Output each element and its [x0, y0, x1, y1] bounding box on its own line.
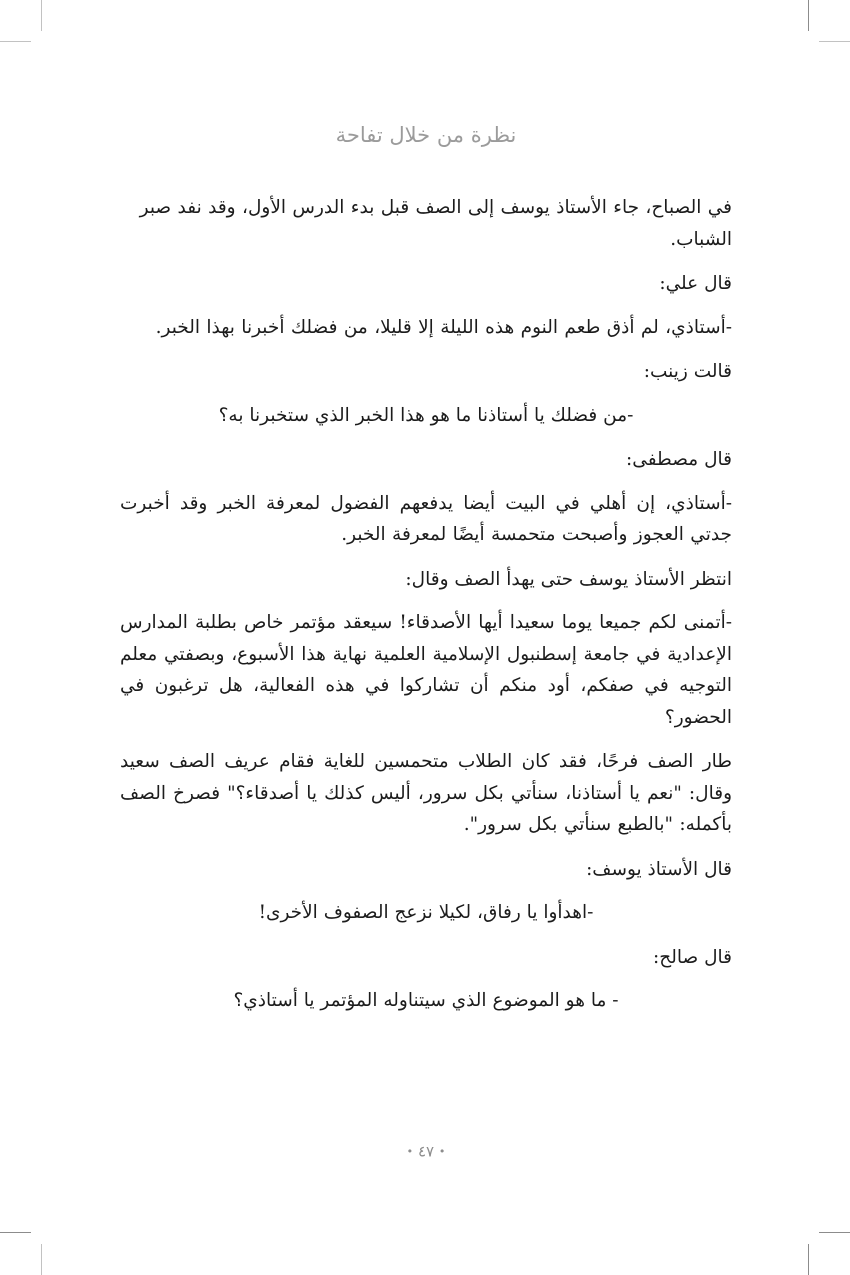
page-number: ٤٧ [417, 1142, 435, 1161]
dialogue-line: - ما هو الموضوع الذي سيتناوله المؤتمر يا أستاذي؟ [233, 990, 619, 1011]
crop-mark-bottom-left-vertical [41, 1244, 42, 1275]
speaker-line: قال مصطفى: [626, 449, 732, 470]
page-footer [120, 1142, 732, 1161]
chapter-title: نظرة من خلال تفاحة [335, 123, 517, 147]
speaker-line: قال الأستاذ يوسف: [586, 858, 732, 880]
paragraph: طار الصف فرحًا، فقد كان الطلاب متحمسين للغاية فقام عريف الصف سعيد وقال: "نعم يا أستاذنا، سنأتي بكل سرور، أليس كذلك يا أصدقاء؟" فصرخ الصف بأكمله: "بالطبع سنأتي بكل سرور". [120, 751, 732, 835]
dialogue-line: -أستاذي، لم أذق طعم النوم هذه الليلة إلا قليلا، من فضلك أخبرنا بهذا الخبر. [155, 316, 732, 338]
text-frame [120, 0, 732, 1275]
crop-mark-bottom-right-horizontal [819, 1232, 850, 1233]
crop-mark-top-left-vertical [41, 0, 42, 31]
crop-mark-top-left-horizontal [0, 41, 31, 42]
speaker-line: انتظر الأستاذ يوسف حتى يهدأ الصف وقال: [405, 568, 732, 590]
crop-mark-bottom-left-horizontal [0, 1232, 31, 1233]
crop-mark-top-right-horizontal [819, 41, 850, 42]
crop-mark-bottom-right-vertical [808, 1244, 809, 1275]
body-text [120, 192, 732, 1030]
dialogue-line: -أتمنى لكم جميعا يوما سعيدا أيها الأصدقاء! سيعقد مؤتمر خاص بطلبة المدارس الإعدادية في جامعة إسطنبول الإسلامية العلمية نهاية هذا الأسبوع، وبصفتي معلم التوجيه في صفكم، أود منكم أن تشاركوا في هذه الفعالية، هل ترغبون في الحضور؟ [120, 612, 732, 728]
speaker-line: قالت زينب: [643, 361, 732, 382]
paragraph: في الصباح، جاء الأستاذ يوسف إلى الصف قبل بدء الدرس الأول، وقد نفد صبر الشباب. [139, 197, 732, 250]
dialogue-line: -من فضلك يا أستاذنا ما هو هذا الخبر الذي ستخبرنا به؟ [218, 404, 634, 426]
speaker-line: قال صالح: [653, 946, 732, 968]
dialogue-line: -اهدأوا يا رفاق، لكيلا نزعج الصفوف الأخرى! [258, 902, 594, 923]
ornament-dot-left: • [438, 1145, 446, 1158]
ornament-dot-right: • [406, 1145, 414, 1158]
speaker-line: قال علي: [659, 273, 732, 294]
crop-mark-top-right-vertical [808, 0, 809, 31]
dialogue-line: -أستاذي، إن أهلي في البيت أيضا يدفعهم الفضول لمعرفة الخبر وقد أخبرت جدتي العجوز وأصبحت متحمسة أيضًا لمعرفة الخبر. [120, 492, 732, 545]
